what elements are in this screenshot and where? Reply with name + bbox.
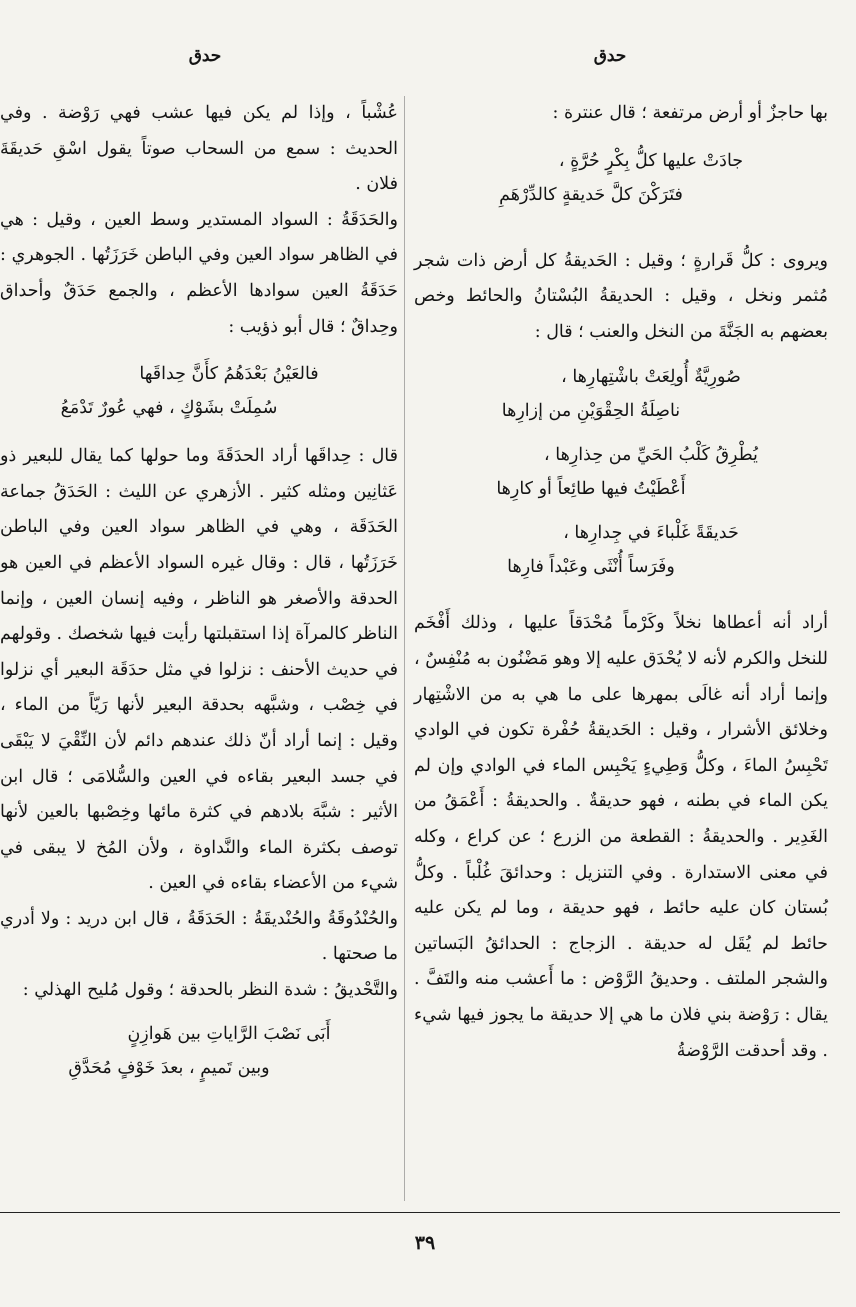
running-head-right: حدق: [593, 46, 627, 66]
right-column: [414, 96, 828, 1069]
verse: [0, 357, 398, 425]
paragraph: بها حاجزٌ أو أرض مرتفعة ؛ قال عنترة :: [552, 103, 828, 123]
paragraph: قال : حِداقَها أراد الحدَقَةَ وما حولها كما يقال للبعير ذو عَثانِين ومثله كثير . الأزهري عن الليث : الحَدَقُ جماعة الحَدَقَة ، وهي في الظاهر سواد العين وفي الباطن خَرَزَتُها ، قال : وقال غيره السواد الأعظم في العين هو الحدقة والأصغر هو الناظر ، وفيه إنسان العين ، وإنما الناظر كالمرآة إذا استقبلتها رأيت فيها شخصك . وقولهم في حديث الأحنف : نزلوا في مثل حدَقَة البعير أي نزلوا في خِصْب ، وشبَّهه بحدقة البعير لأنها رَيّاً من الماء ، وقيل : إنما أراد أنّ ذلك عندهم دائم لأن النِّقْيَ لا يَبْقَى في جسد البعير بقاءه في العين والسُّلامَى ؛ قال ابن الأثير : شبَّهَ بلادهم في كثرة مائها وخِصْبها بالعين لأنها توصف بكثرة الماء والنَّداوة ، ولأن المُخ لا يبقى في شيء من الأعضاء بقاءه في العين .: [0, 446, 398, 894]
verse: [414, 360, 828, 428]
verse: [414, 438, 828, 506]
paragraph: والحَدَقَةُ : السواد المستدير وسط العين ، وقيل : هي في الظاهر سواد العين وفي الباطن خَرَزَتُها . الجوهري : حَدَقَةُ العين سوادها الأعظم ، والجمع حَدَقٌ وأحداق وحِداقٌ ؛ قال أبو ذؤيب :: [0, 209, 398, 337]
footer-rule: [0, 1212, 840, 1213]
verse: [414, 144, 828, 212]
paragraph: أراد أنه أعطاها نخلاً وكَرْماً مُحْدَقاً عليها ، وذلك أَفْخَم للنخل والكرم لأنه لا يُحْدَق عليه إلا وهو مَضْنُون به مُنْفِسٌ ، وإنما أراد أنه غالَى بمهرها على ما هي به من الاشْتِهار وخلائق الأشرار ، وقيل : الحَديقةُ حُفْرة تكون في الوادي تَحْبِسُ الماءَ ، وكلُّ وَطِيءٍ يَحْبِس الماء في الوادي وإن لم يكن الماء في بطنه ، فهو حديقةٌ . والحديقةُ : أَعْمَقُ من الغَدِير . والحديقةُ : القطعة من الزرع ؛ عن كراع ، وكله في معنى الاستدارة . وفي التنزيل : وحدائقَ غُلْباً . وكلُّ بُستان كان عليه حائط ، فهو حديقة ، وما لم يكن عليه حائط لم يُقَل له حديقة . الزجاج : الحدائقُ البَساتين والشجر الملتف . وحديقُ الرَّوْض : ما أَعشب منه والتَفَّ . يقال : رَوْضة بني فلان ما هي إلا حديقة ما يجوز فيها شيء . وقد أحدقت الرَّوْضةُ: [414, 613, 828, 1061]
verse-line: حَديقَةً غَلْباءَ في جِدارِها ،: [563, 523, 739, 544]
verse-line: وبين تَميمٍ ، بعدَ خَوْفٍ مُحَدَّقِ: [68, 1057, 270, 1078]
paragraph: ويروى : كلُّ قَرارةٍ ؛ وقيل : الحَديقةُ كل أرض ذات شجر مُثمر ونخل ، وقيل : الحديقةُ البُسْتانُ والحائط وخص بعضهم به الجَنَّةَ من النخل والعنب ؛ قال :: [414, 250, 828, 342]
verse-line: يُطْرِقُ كَلْبُ الحَيِّ من حِذارِها ،: [544, 445, 758, 466]
verse-line: أَبَى نَصْبَ الرَّاياتِ بين هَوازِنٍ: [127, 1023, 331, 1044]
paragraph: والتَّحْديقُ : شدة النظر بالحدقة ؛ وقول مُليح الهذلي :: [22, 980, 398, 1001]
verse-line: فالعَيْنُ بَعْدَهُمُ كأَنَّ حِداقَها: [139, 364, 319, 385]
verse-line: فتَرَكْنَ كلَّ حَديقةٍ كالدِّرْهَمِ: [499, 184, 683, 205]
verse: [0, 1017, 398, 1085]
verse-line: ناصِلَةُ الحِقْوَيْنِ من إزارِها: [501, 401, 681, 422]
verse-line: جادَتْ عليها كلُّ بِكْرٍ حُرَّةٍ ،: [558, 150, 744, 171]
column-divider: [404, 96, 405, 1201]
running-head-left: حدق: [188, 46, 222, 66]
paragraph: والحُنْدُوقَةُ والحُنْديقَةُ : الحَدَقَةُ ، قال ابن دريد : ولا أدري ما صحتها .: [0, 908, 398, 965]
verse-line: صُورِيَّةٌ أُولِعَتْ باشْتِهارِها ،: [561, 367, 741, 388]
paragraph: عُشْباً ، وإذا لم يكن فيها عشب فهي رَوْضة . وفي الحديث : سمع من السحاب صوتاً يقول اسْقِ حَديقَةَ فلان .: [0, 103, 398, 195]
page-number: ٣٩: [414, 1232, 436, 1254]
left-column: [0, 96, 398, 1085]
verse-line: أَعْطَيْتُ فيها طائِعاً أو كارِها: [496, 479, 686, 500]
verse: [414, 516, 828, 584]
verse-line: سُمِلَتْ بشَوْكٍ ، فهي عُورٌ تَدْمَعُ: [60, 398, 278, 419]
verse-line: وفَرَساً أُنْثَى وعَبْداً فارِها: [507, 557, 675, 578]
